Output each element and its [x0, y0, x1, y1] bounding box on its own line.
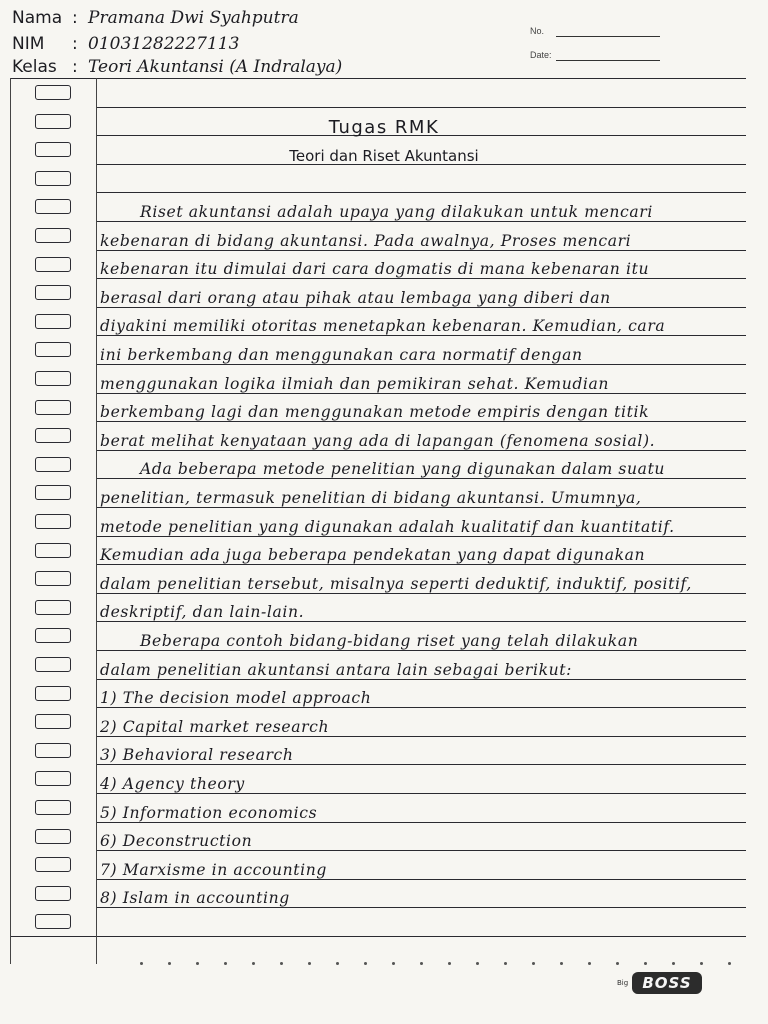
left-edge-line — [10, 78, 11, 964]
nim-label: NIM — [12, 34, 45, 54]
text-line: 1) The decision model approach — [100, 689, 372, 707]
margin-box — [35, 829, 71, 844]
margin-box — [35, 314, 71, 329]
text-line: berasal dari orang atau pihak atau lembaga yang diberi dan — [100, 289, 611, 307]
ruler-dot — [336, 962, 339, 965]
date-label: Date: — [530, 50, 552, 60]
text-line: 7) Marxisme in accounting — [100, 861, 327, 879]
ruled-line — [10, 78, 746, 79]
ruler-dot — [420, 962, 423, 965]
margin-box — [35, 485, 71, 500]
margin-box — [35, 686, 71, 701]
text-line: diyakini memiliki otoritas menetapkan kebenaran. Kemudian, cara — [100, 317, 666, 335]
colon: : — [72, 34, 78, 54]
text-line: kebenaran itu dimulai dari cara dogmatis di mana kebenaran itu — [100, 260, 650, 278]
margin-box — [35, 371, 71, 386]
margin-box — [35, 743, 71, 758]
ruler-dot — [140, 962, 143, 965]
nama-label: Nama — [12, 8, 63, 28]
brand-logo: BOSS — [632, 972, 702, 994]
kelas-value: Teori Akuntansi (A Indralaya) — [88, 57, 343, 77]
margin-box — [35, 285, 71, 300]
margin-box — [35, 543, 71, 558]
margin-box — [35, 457, 71, 472]
text-line: Kemudian ada juga beberapa pendekatan yang dapat digunakan — [100, 546, 646, 564]
text-line: penelitian, termasuk penelitian di bidang akuntansi. Umumnya, — [100, 489, 642, 507]
page-subtitle: Teori dan Riset Akuntansi — [289, 147, 479, 165]
ruler-dot — [672, 962, 675, 965]
margin-box — [35, 771, 71, 786]
margin-box — [35, 257, 71, 272]
ruler-dot — [308, 962, 311, 965]
ruler-dot — [196, 962, 199, 965]
colon: : — [72, 57, 78, 77]
ruler-dot — [560, 962, 563, 965]
text-line: menggunakan logika ilmiah dan pemikiran sehat. Kemudian — [100, 375, 610, 393]
text-line: ini berkembang dan menggunakan cara normatif dengan — [100, 346, 583, 364]
text-line: 4) Agency theory — [100, 775, 245, 793]
text-line: dalam penelitian akuntansi antara lain sebagai berikut: — [100, 661, 572, 679]
margin-box — [35, 886, 71, 901]
ruled-line — [96, 907, 746, 908]
ruler-dot — [504, 962, 507, 965]
nama-value: Pramana Dwi Syahputra — [88, 8, 299, 28]
text-line: deskriptif, dan lain-lain. — [100, 603, 305, 621]
colon: : — [72, 8, 78, 28]
margin-box — [35, 228, 71, 243]
ruler-dot — [532, 962, 535, 965]
text-line: 8) Islam in accounting — [100, 889, 290, 907]
text-line: 2) Capital market research — [100, 718, 330, 736]
no-label: No. — [530, 26, 545, 36]
text-line: kebenaran di bidang akuntansi. Pada awalnya, Proses mencari — [100, 232, 632, 250]
ruler-dot — [644, 962, 647, 965]
ruler-dot — [700, 962, 703, 965]
ruler-dot — [364, 962, 367, 965]
brand-prefix: Big — [617, 979, 629, 987]
text-line: metode penelitian yang digunakan adalah kualitatif dan kuantitatif. — [100, 518, 675, 536]
ruler-dot — [448, 962, 451, 965]
margin-box — [35, 857, 71, 872]
ruler-dot — [280, 962, 283, 965]
text-line: berat melihat kenyataan yang ada di lapangan (fenomena sosial). — [100, 432, 656, 450]
nim-value: 01031282227113 — [88, 34, 240, 54]
ruler-dot — [588, 962, 591, 965]
text-line: 5) Information economics — [100, 804, 318, 822]
margin-box — [35, 342, 71, 357]
margin-line — [96, 78, 97, 964]
margin-box — [35, 714, 71, 729]
margin-box — [35, 800, 71, 815]
text-line: berkembang lagi dan menggunakan metode empiris dengan titik — [100, 403, 650, 421]
ruler-dot — [168, 962, 171, 965]
margin-box — [35, 628, 71, 643]
margin-box — [35, 428, 71, 443]
text-line: Beberapa contoh bidang-bidang riset yang telah dilakukan — [140, 632, 639, 650]
margin-box — [35, 400, 71, 415]
ruler-dot — [476, 962, 479, 965]
margin-box — [35, 571, 71, 586]
text-line: 3) Behavioral research — [100, 746, 294, 764]
margin-box — [35, 657, 71, 672]
ruler-dot — [728, 962, 731, 965]
ruled-line — [96, 107, 746, 108]
ruler-dot — [252, 962, 255, 965]
page-title: Tugas RMK — [328, 117, 440, 138]
margin-box — [35, 85, 71, 100]
text-line: Ada beberapa metode penelitian yang digunakan dalam suatu — [140, 460, 666, 478]
margin-box — [35, 514, 71, 529]
text-line: 6) Deconstruction — [100, 832, 253, 850]
margin-box — [35, 600, 71, 615]
ruler-dot — [392, 962, 395, 965]
text-line: Riset akuntansi adalah upaya yang dilakukan untuk mencari — [140, 203, 653, 221]
margin-box — [35, 199, 71, 214]
kelas-label: Kelas — [12, 57, 57, 77]
text-line: dalam penelitian tersebut, misalnya seperti deduktif, induktif, positif, — [100, 575, 692, 593]
ruler-dot — [224, 962, 227, 965]
margin-box — [35, 171, 71, 186]
ruled-line — [10, 936, 746, 937]
margin-box — [35, 914, 71, 929]
ruler-dot — [616, 962, 619, 965]
